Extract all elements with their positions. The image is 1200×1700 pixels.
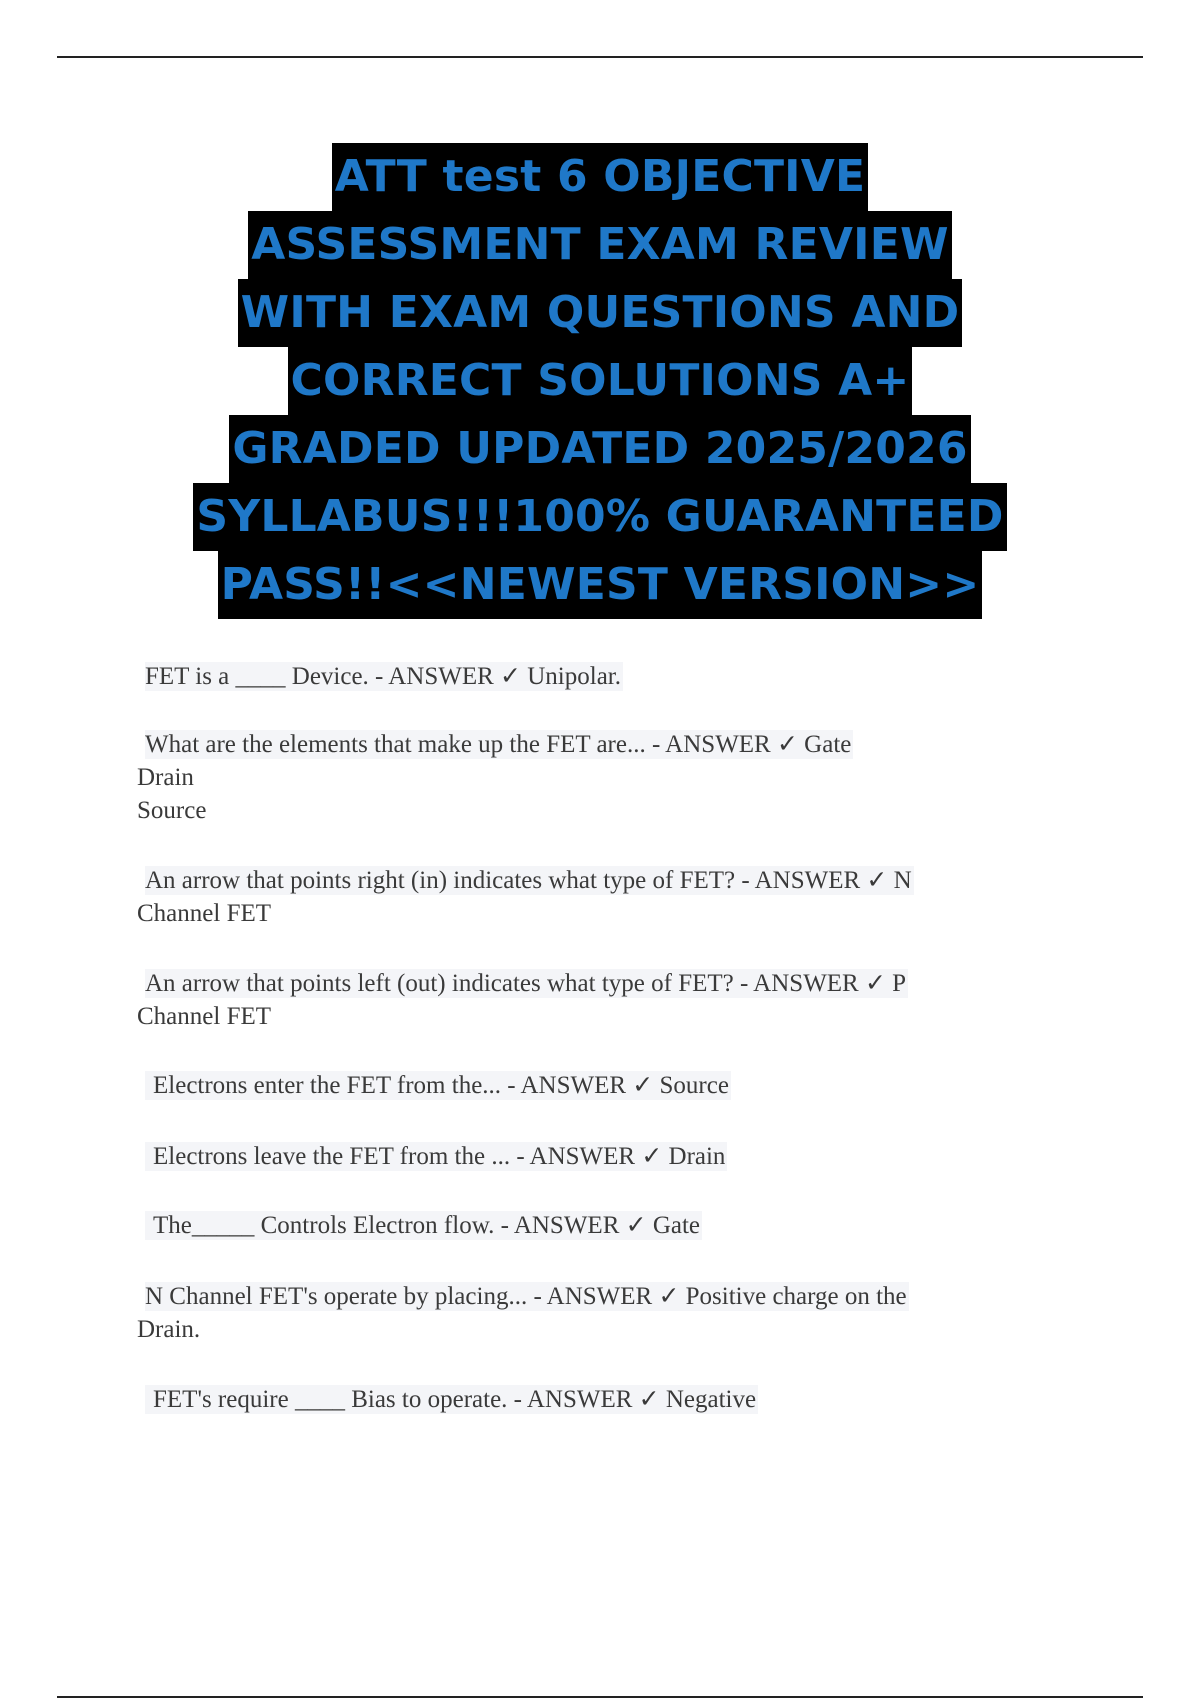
title-line: PASS!!<<NEWEST VERSION>>	[218, 551, 983, 619]
qa-continuation: Drain	[137, 764, 194, 791]
title-line: SYLLABUS!!!100% GUARANTEED	[193, 483, 1006, 551]
qa-question-answer: An arrow that points left (out) indicates what type of FET? - ANSWER ✓ P	[145, 970, 907, 997]
qa-question-answer: The_____ Controls Electron flow. - ANSWER ✓ Gate	[145, 1211, 702, 1240]
qa-item	[137, 1280, 909, 1346]
document-title	[100, 143, 1100, 619]
title-line: CORRECT SOLUTIONS A+	[288, 347, 913, 415]
title-line: GRADED UPDATED 2025/2026	[229, 415, 970, 483]
title-line: ATT test 6 OBJECTIVE	[332, 143, 869, 211]
bottom-rule	[57, 1696, 1143, 1698]
qa-item	[145, 1209, 702, 1242]
title-line: ASSESSMENT EXAM REVIEW	[248, 211, 951, 279]
qa-continuation: Channel FET	[137, 1003, 272, 1030]
qa-item	[145, 660, 623, 693]
qa-question-answer: What are the elements that make up the FET are... - ANSWER ✓ Gate	[145, 731, 852, 758]
qa-item	[145, 1069, 731, 1102]
qa-continuation: Drain.	[137, 1316, 201, 1343]
qa-question-answer: Electrons enter the FET from the... - ANSWER ✓ Source	[145, 1071, 731, 1100]
qa-question-answer: FET's require ____ Bias to operate. - ANSWER ✓ Negative	[145, 1385, 758, 1414]
qa-item	[137, 728, 853, 827]
qa-continuation: Channel FET	[137, 900, 272, 927]
qa-question-answer: Electrons leave the FET from the ... - ANSWER ✓ Drain	[145, 1142, 727, 1171]
qa-question-answer: FET is a ____ Device. - ANSWER ✓ Unipolar.	[145, 663, 621, 690]
qa-item	[145, 1140, 727, 1173]
qa-item	[137, 864, 914, 930]
title-line: WITH EXAM QUESTIONS AND	[238, 279, 963, 347]
qa-question-answer: N Channel FET's operate by placing... - ANSWER ✓ Positive charge on the	[145, 1283, 907, 1310]
qa-item	[137, 967, 908, 1033]
top-rule	[57, 56, 1143, 58]
qa-item	[145, 1383, 758, 1416]
qa-continuation: Source	[137, 797, 207, 824]
qa-question-answer: An arrow that points right (in) indicates what type of FET? - ANSWER ✓ N	[145, 867, 912, 894]
